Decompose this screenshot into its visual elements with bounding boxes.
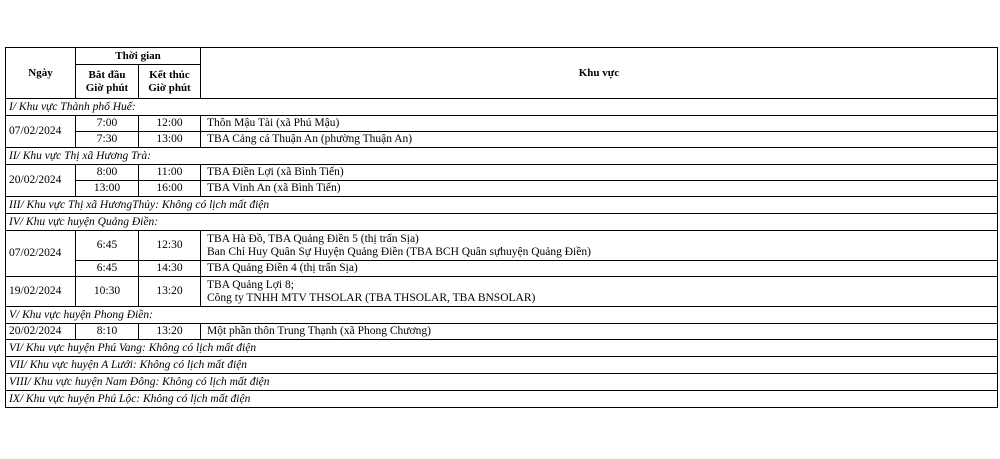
area-line: Ban Chỉ Huy Quân Sự Huyện Quảng Điền (TBA BCH Quân sựhuyện Quảng Điền) (207, 245, 591, 258)
area-line: TBA Điền Lợi (xã Bình Tiến) (207, 166, 344, 178)
area-cell (201, 116, 998, 132)
section-title: III/ Khu vực Thị xã HươngThủy: Không có lịch mất điện (6, 197, 998, 214)
area-cell (201, 277, 998, 307)
date-cell: 07/02/2024 (6, 231, 76, 277)
table-row (6, 277, 998, 307)
table-header (6, 48, 998, 99)
area-cell (201, 324, 998, 340)
header-end-line2: Giờ phút (148, 81, 191, 94)
date-cell: 07/02/2024 (6, 116, 76, 148)
start-time-cell: 6:45 (76, 231, 139, 261)
header-start (76, 65, 139, 99)
section-row (6, 148, 998, 165)
header-end (139, 65, 201, 99)
area-line: TBA Vinh An (xã Bình Tiến) (207, 182, 341, 194)
end-time-cell: 14:30 (139, 261, 201, 277)
end-time-cell: 12:30 (139, 231, 201, 261)
table-row (6, 181, 998, 197)
section-row (6, 197, 998, 214)
area-line: TBA Cảng cá Thuận An (phường Thuận An) (207, 133, 413, 145)
area-cell (201, 132, 998, 148)
section-row (6, 307, 998, 324)
table-body (6, 99, 998, 408)
area-line: TBA Quảng Điền 4 (thị trấn Sịa) (207, 262, 358, 274)
section-title: VIII/ Khu vực huyện Nam Đông: Không có lịch mất điện (6, 374, 998, 391)
area-line: Thôn Mậu Tài (xã Phú Mậu) (207, 117, 340, 129)
section-row (6, 374, 998, 391)
header-day: Ngày (6, 48, 76, 99)
outage-schedule-table (5, 47, 998, 408)
table-row (6, 324, 998, 340)
end-time-cell: 13:20 (139, 277, 201, 307)
start-time-cell: 7:30 (76, 132, 139, 148)
header-start-line2: Giờ phút (85, 81, 129, 94)
area-line: Một phần thôn Trung Thạnh (xã Phong Chương) (207, 325, 431, 337)
table-row (6, 132, 998, 148)
section-title: VII/ Khu vực huyện A Lưới: Không có lịch mất điện (6, 357, 998, 374)
start-time-cell: 6:45 (76, 261, 139, 277)
end-time-cell: 13:00 (139, 132, 201, 148)
date-cell: 20/02/2024 (6, 324, 76, 340)
area-line: TBA Hà Đồ, TBA Quảng Điền 5 (thị trấn Sịa) (207, 232, 419, 245)
table-row (6, 165, 998, 181)
header-start-line1: Bắt đầu (88, 68, 126, 81)
table-row (6, 261, 998, 277)
section-title: VI/ Khu vực huyện Phú Vang: Không có lịch mất điện (6, 340, 998, 357)
area-cell (201, 181, 998, 197)
section-title: II/ Khu vực Thị xã Hương Trà: (6, 148, 998, 165)
section-title: I/ Khu vực Thành phố Huế: (6, 99, 998, 116)
start-time-cell: 8:00 (76, 165, 139, 181)
section-row (6, 214, 998, 231)
date-cell: 20/02/2024 (6, 165, 76, 197)
section-row (6, 340, 998, 357)
start-time-cell: 13:00 (76, 181, 139, 197)
area-line: Công ty TNHH MTV THSOLAR (TBA THSOLAR, TBA BNSOLAR) (207, 291, 536, 304)
table-row (6, 116, 998, 132)
section-row (6, 99, 998, 116)
header-end-line1: Kết thúc (149, 68, 190, 81)
start-time-cell: 8:10 (76, 324, 139, 340)
section-title: IX/ Khu vực huyện Phú Lộc: Không có lịch mất điện (6, 391, 998, 408)
end-time-cell: 16:00 (139, 181, 201, 197)
start-time-cell: 10:30 (76, 277, 139, 307)
header-time: Thời gian (76, 48, 201, 65)
end-time-cell: 11:00 (139, 165, 201, 181)
section-title: V/ Khu vực huyện Phong Điền: (6, 307, 998, 324)
date-cell: 19/02/2024 (6, 277, 76, 307)
area-cell (201, 261, 998, 277)
section-title: IV/ Khu vực huyện Quảng Điền: (6, 214, 998, 231)
area-cell (201, 165, 998, 181)
end-time-cell: 13:20 (139, 324, 201, 340)
end-time-cell: 12:00 (139, 116, 201, 132)
table-row (6, 231, 998, 261)
section-row (6, 391, 998, 408)
start-time-cell: 7:00 (76, 116, 139, 132)
area-cell (201, 231, 998, 261)
header-area: Khu vực (201, 48, 998, 99)
area-line: TBA Quảng Lợi 8; (207, 278, 294, 291)
section-row (6, 357, 998, 374)
